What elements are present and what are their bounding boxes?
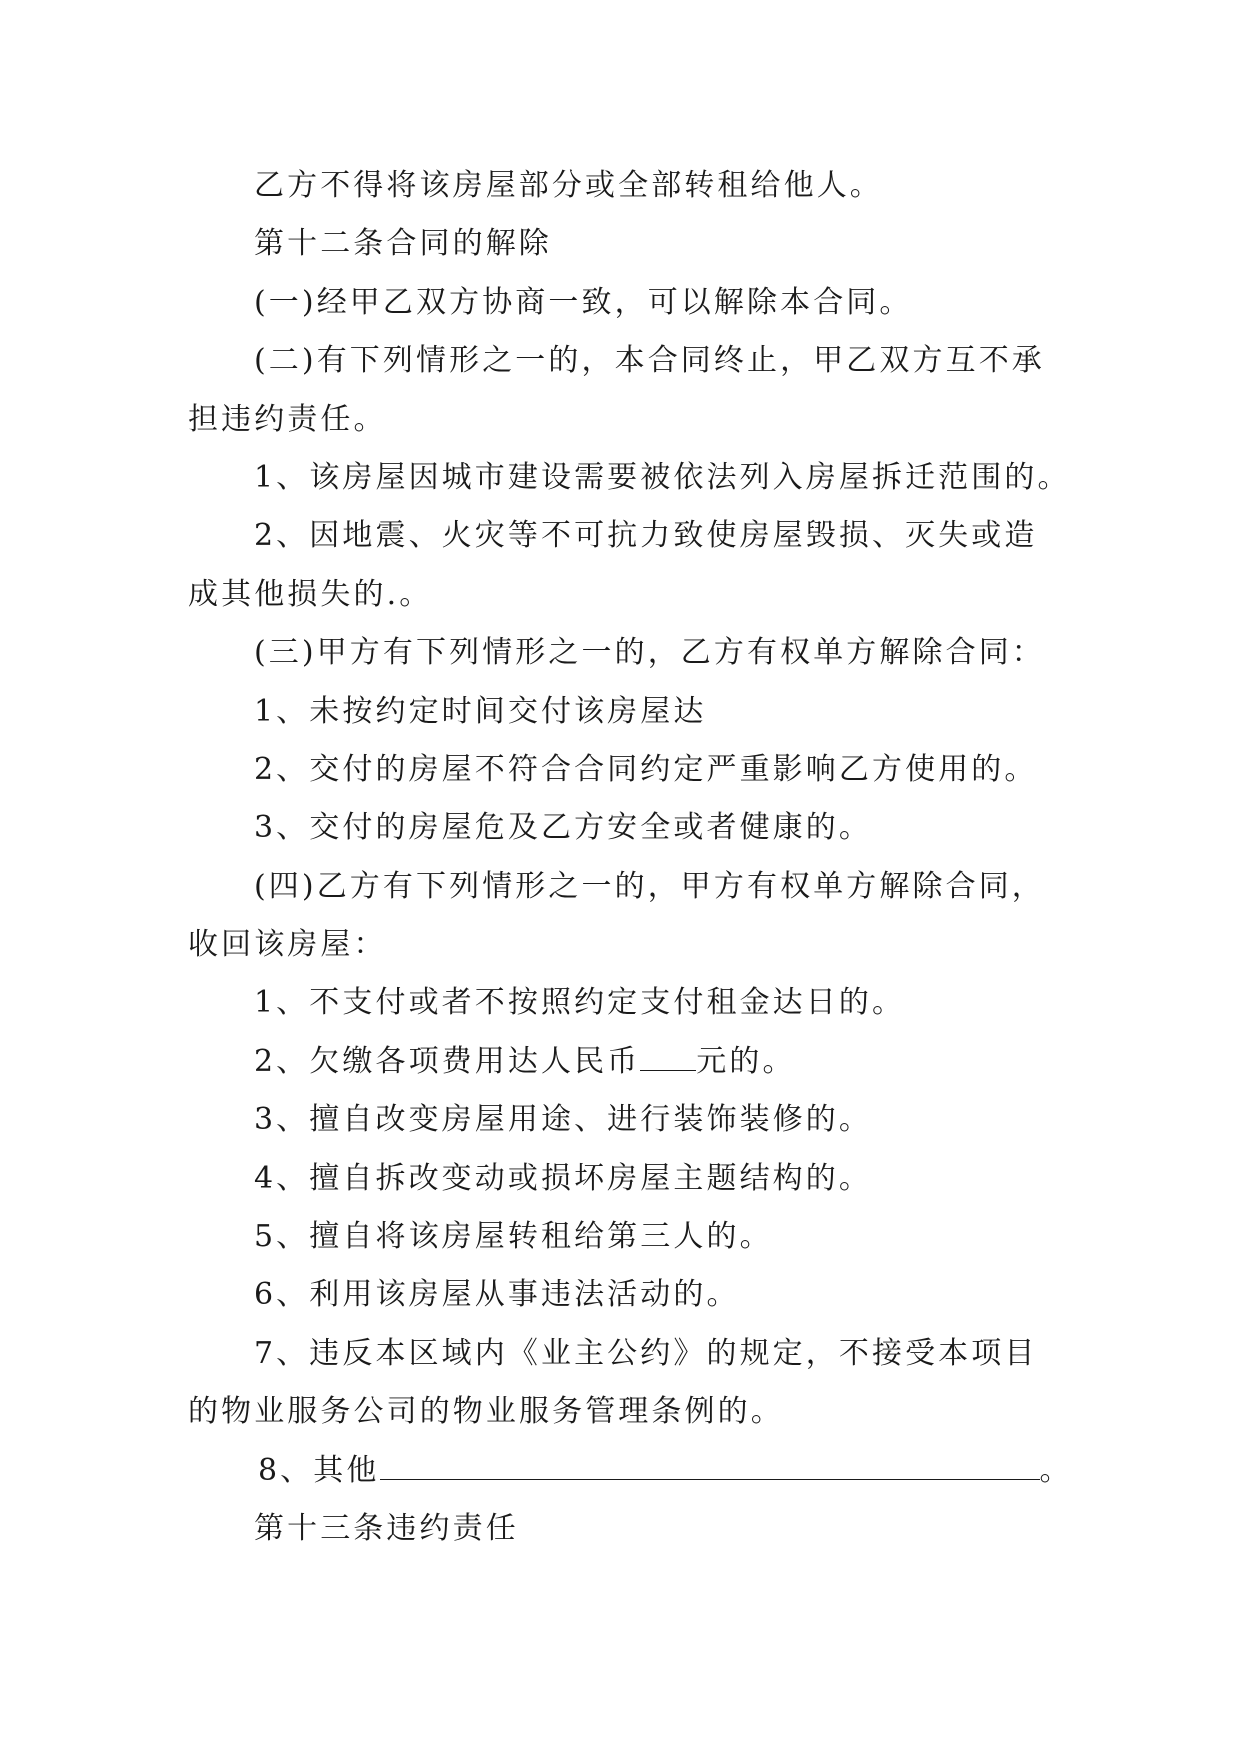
- paragraph-line: 成其他损失的.。: [188, 576, 433, 612]
- paragraph-line: (三)甲方有下列情形之一的，乙方有权单方解除合同：: [254, 635, 1045, 671]
- arrears-text-after: 元的。: [696, 1043, 796, 1079]
- paragraph-line: (一)经甲乙双方协商一致，可以解除本合同。: [254, 284, 913, 320]
- paragraph-line: 的物业服务公司的物业服务管理条例的。: [188, 1394, 784, 1430]
- other-blank: [380, 1453, 1040, 1480]
- list-item: 4、擅自拆改变动或损坏房屋主题结构的。: [254, 1160, 872, 1196]
- list-item: 3、擅自改变房屋用途、进行装饰装修的。: [254, 1102, 872, 1138]
- list-item: 2、交付的房屋不符合合同约定严重影响乙方使用的。: [254, 751, 1038, 787]
- arrears-text-before: 2、欠缴各项费用达人民币: [254, 1043, 641, 1079]
- paragraph-line: (四)乙方有下列情形之一的，甲方有权单方解除合同，: [254, 868, 1045, 904]
- list-item: 3、交付的房屋危及乙方安全或者健康的。: [254, 810, 872, 846]
- paragraph-line: 乙方不得将该房屋部分或全部转租给他人。: [254, 168, 883, 203]
- list-item: 1、未按约定时间交付该房屋达: [254, 693, 707, 729]
- amount-blank: [640, 1044, 696, 1071]
- list-item: 1、不支付或者不按照约定支付租金达日的。: [254, 985, 906, 1021]
- paragraph-line: (二)有下列情形之一的，本合同终止，甲乙双方互不承: [254, 343, 1045, 379]
- paragraph-line: 担违约责任。: [188, 401, 387, 437]
- list-item: 2、因地震、火灾等不可抗力致使房屋毁损、灭失或造: [254, 518, 1038, 554]
- list-item-arrears: [188, 1033, 1068, 1091]
- list-item: 1、该房屋因城市建设需要被依法列入房屋拆迁范围的。: [254, 459, 1071, 495]
- article-heading: 第十二条合同的解除: [254, 226, 552, 262]
- contract-body: [188, 157, 1073, 1558]
- list-item: 7、违反本区域内《业主公约》的规定，不接受本项目: [254, 1335, 1038, 1371]
- other-text-before: 8、其他: [258, 1452, 380, 1488]
- paragraph-line: 收回该房屋：: [188, 927, 387, 963]
- list-item-other: [188, 1442, 1073, 1500]
- list-item: 6、利用该房屋从事违法活动的。: [254, 1277, 740, 1313]
- list-item: 5、擅自将该房屋转租给第三人的。: [254, 1219, 773, 1255]
- other-text-after: 。: [1039, 1452, 1073, 1488]
- article-heading: 第十三条违约责任: [254, 1510, 519, 1546]
